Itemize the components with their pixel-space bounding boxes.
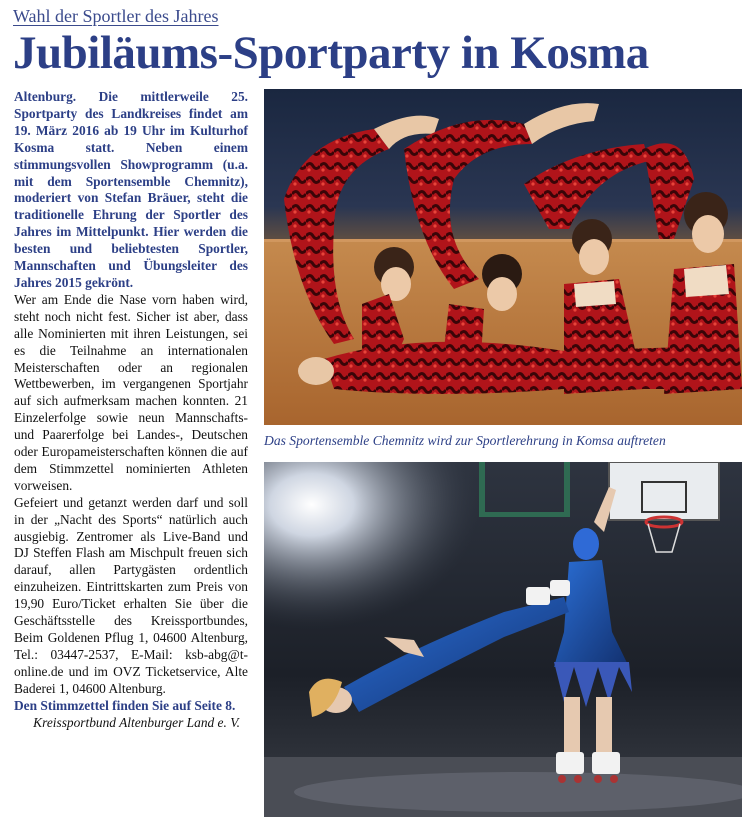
article-paragraph: Wer am Ende die Nase vorn haben wird, steht noch nicht fest. Sicher ist aber, dass alle Nominierten mit ihren Leistungen, sei es die Teilnahme an internationalen Meisterschaften oder an regionalen Wettbewerben, im vergangenen Sportjahr auf sich aufmerksam machen konnten. 21 Einzelerfolge sowie neun Mannschafts- und Paarerfolge bei Landes-, Deutschen oder Europameisterschaften können die auf dem Stimmzettel nominierten Athleten vorweisen. (14, 291, 248, 493)
article-closing: Den Stimmzettel finden Sie auf Seite 8. (14, 697, 236, 713)
article-paragraph: Gefeiert und getanzt werden darf und soll in der „Nacht des Sports“ natürlich auch ausgiebig. Zentromer als Live-Band und DJ Steffen Flash am Mischpult freuen sich darauf, allen Partygästen ordentlich einzuheizen. Eintrittskarten zum Preis von 19,90 Euro/Ticket erhalten Sie über die Geschäftsstelle des Kreissportbundes, Beim Goldenen Pflug 1, 04600 Altenburg, Tel.: 03447-2537, E-Mail: ksb-abg@t-online.de und im OVZ Ticketservice, Alte Baderei 1, 04600 Altenburg. (14, 494, 248, 696)
photo-roller-skating-pair (264, 462, 742, 817)
article-body (14, 89, 248, 731)
article-kicker: Wahl der Sportler des Jahres (13, 6, 219, 26)
article-lead: Altenburg. Die mittlerweile 25. Sportparty des Landkreises findet am 19. März 2016 ab 19 Uhr im Kulturhof Kosma statt. Neben einem stimmungsvollen Showprogramm (u.a. mit dem Sportensemble Chemnitz), moderiert von Stefan Bräuer, steht die traditionelle Ehrung der Sportler des Jahres im Mittelpunkt. Hier werden die besten und beliebtesten Sportler, Mannschaften und Übungsleiter des Jahres 2015 gekrönt. (14, 89, 248, 290)
article-headline: Jubiläums-Sportparty in Kosma (13, 27, 649, 79)
article-signature: Kreissportbund Altenburger Land e. V. (33, 714, 240, 730)
photo-caption: Das Sportensemble Chemnitz wird zur Sportlerehrung in Komsa auftreten (264, 433, 666, 448)
photo-acrobatic-ensemble (264, 89, 742, 425)
